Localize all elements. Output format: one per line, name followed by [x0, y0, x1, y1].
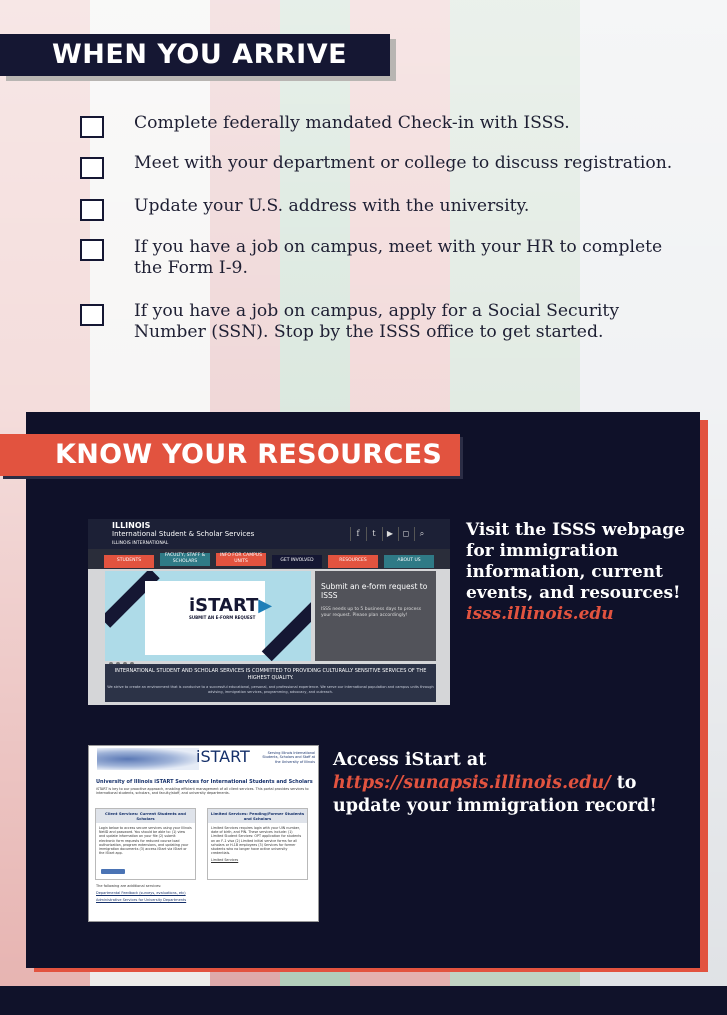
istart-tagline: Serving Illinois International Students, Scholars and Staff at the University of Illinois [262, 751, 315, 764]
istart-portal-screenshot[interactable] [88, 745, 319, 922]
site-header [88, 519, 450, 549]
twitter-icon[interactable]: t [366, 527, 381, 541]
limited-services-box: Limited Services: Pending/Former Students and Scholars Limited Services requires login with your UIN number, date of birth, and PIN. These services include: (1) Limited Student Services: OPT application for students on an F-1 visa (2) Limited initial service forms for all scholars or H-1B employees (3) Services for former students who no longer have active university credentials. Limited Services [207, 808, 308, 880]
hero-subtitle: SUBMIT AN E-FORM REQUEST [189, 615, 256, 620]
isss-link[interactable]: isss.illinois.edu [466, 604, 614, 624]
world-map-image [97, 748, 199, 770]
checklist-item: If you have a job on campus, apply for a Social Security Number (SSN). Stop by the ISSS office to get started. [134, 301, 620, 342]
login-button[interactable] [101, 869, 125, 874]
portal-heading: University of Illinois iSTART Services for International Students and Scholars [96, 779, 313, 785]
eform-callout[interactable] [315, 571, 436, 661]
checkbox[interactable] [80, 116, 104, 138]
mission-text: We strive to create an environment that is conducive to a successful educational, personal, and professional experience. We serve our international population and campus units through advising, immigration services, programming, advocacy, and outreach. [107, 685, 434, 694]
client-services-box: Client Services: Current Students and Scholars Login below to access secure services using your Illinois NetID and password. You should be able to: (1) view and update information on your file (2) submit electronic form requests for reduced course load authorization, program extensions, and updating your immigration documents (3) access iStart via iStart or the iStart app. [95, 808, 196, 880]
youtube-icon[interactable]: ▶ [382, 527, 397, 541]
isss-website-screenshot[interactable] [88, 519, 450, 705]
arrive-heading-banner [0, 34, 390, 76]
resources-heading: KNOW YOUR RESOURCES [55, 439, 443, 470]
checkbox[interactable] [80, 304, 104, 326]
feedback-link[interactable]: Departmental Feedback (surveys, evaluations, etc) [96, 891, 186, 895]
mission-title: INTERNATIONAL STUDENT AND SCHOLAR SERVICES IS COMMITTED TO PROVIDING CULTURALLY SENSITIVE SERVICES OF THE HIGHEST QUALITY. [114, 668, 427, 681]
nav-about-us[interactable]: ABOUT US [384, 555, 434, 568]
instagram-icon[interactable]: ◻ [398, 527, 413, 541]
facebook-icon[interactable]: f [350, 527, 365, 541]
additional-services: The following are additional services: Departmental Feedback (surveys, evaluations, etc) Administrative Services for University Departments [96, 884, 187, 902]
checklist-item: If you have a job on campus, meet with your HR to complete the Form I-9. [134, 237, 663, 278]
istart-title: iSTART [196, 747, 250, 766]
nav-faculty[interactable]: FACULTY, STAFF & SCHOLARS [160, 553, 210, 566]
portal-intro: iSTART is key to our proactive approach, enabling efficient management of all client services. This portal provides services to international students, scholars, and faculty/staff, and university departments. [96, 787, 309, 796]
checkbox[interactable] [80, 239, 104, 261]
checkbox[interactable] [80, 157, 104, 179]
admin-services-link[interactable]: Administrative Services for University Departments [96, 898, 187, 902]
checklist-item: Complete federally mandated Check-in with ISSS. [134, 113, 570, 133]
istart-logo: iSTART▶ [189, 595, 273, 616]
hero-banner[interactable] [105, 571, 311, 661]
isss-description: Visit the ISSS webpage for immigration information, current events, and resources! isss.illinois.edu [466, 520, 685, 624]
istart-description: Access iStart at https://sunapsis.illinois.edu/ to update your immigration record! [333, 750, 657, 816]
nav-campus-units[interactable]: INFO FOR CAMPUS UNITS [216, 553, 266, 566]
resources-heading-banner [0, 434, 460, 476]
checklist-item: Update your U.S. address with the university. [134, 196, 530, 216]
nav-get-involved[interactable]: GET INVOLVED [272, 555, 322, 568]
callout-text: ISSS needs up to 5 business days to process your request. Please plan accordingly! [321, 607, 422, 618]
callout-title: Submit an e-form request to ISSS [321, 582, 428, 600]
checklist-item: Meet with your department or college to discuss registration. [134, 153, 673, 173]
arrive-heading: WHEN YOU ARRIVE [52, 39, 348, 70]
istart-link[interactable]: https://sunapsis.illinois.edu/ [333, 773, 611, 793]
limited-services-link[interactable]: Limited Services [211, 858, 239, 863]
mission-banner [105, 664, 436, 702]
nav-students[interactable]: STUDENTS [104, 555, 154, 568]
search-icon[interactable]: ⌕ [414, 527, 429, 541]
footer-bar [0, 986, 727, 1015]
site-logo: ILLINOIS International Student & Scholar Services ILLINOIS INTERNATIONAL [112, 521, 255, 546]
checkbox[interactable] [80, 199, 104, 221]
nav-resources[interactable]: RESOURCES [328, 555, 378, 568]
